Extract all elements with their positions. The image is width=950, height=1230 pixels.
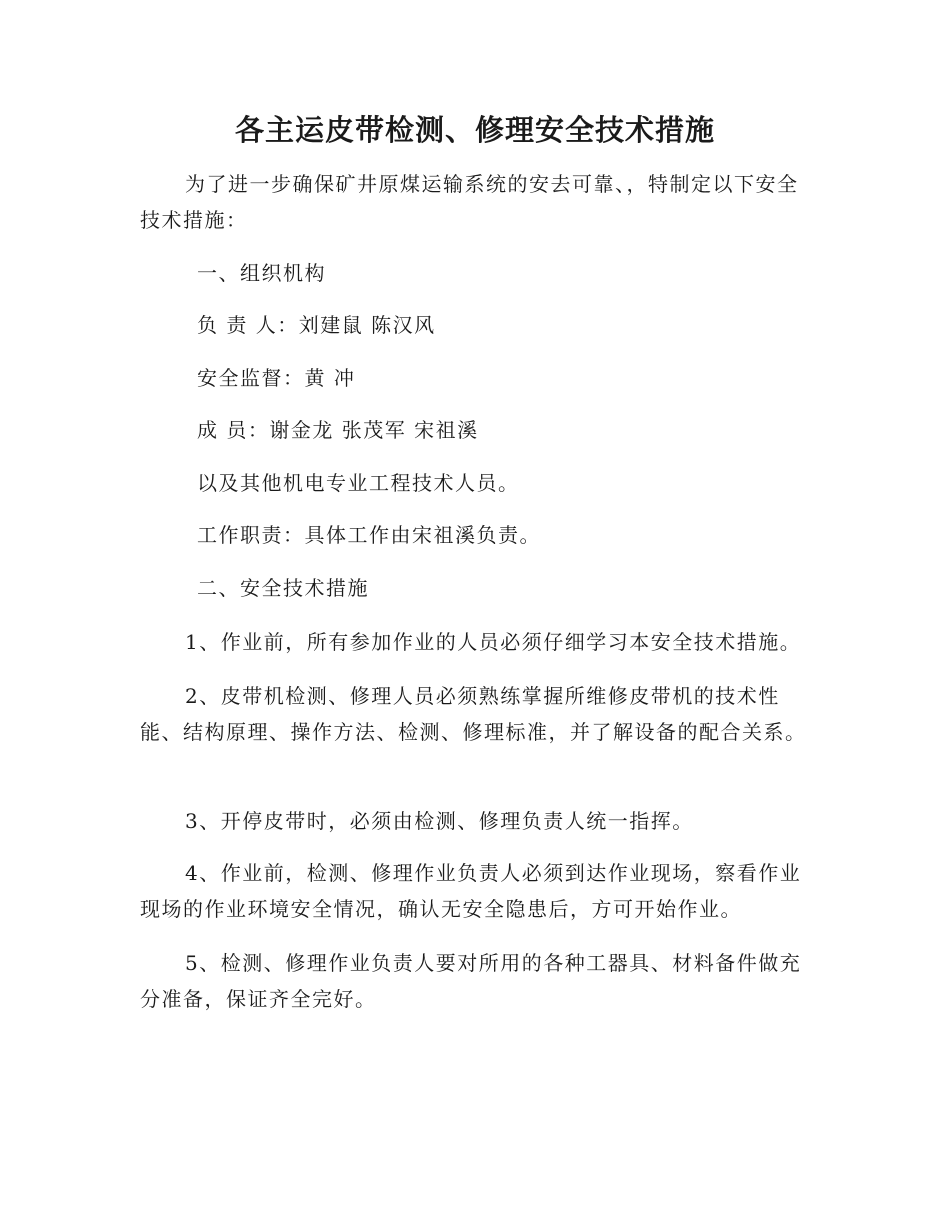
measure-item-3: 3、开停皮带时，必须由检测、修理负责人统一指挥。: [185, 809, 694, 833]
supervisor-line: 安全监督：黄 冲: [197, 366, 356, 390]
document-title: 各主运皮带检测、修理安全技术措施: [234, 113, 715, 147]
measure-item-2: 2、皮带机检测、修理人员必须熟练掌握所维修皮带机的技术性能、结构原理、操作方法、检测、修理标准，并了解设备的配合关系。: [140, 684, 807, 744]
leader-line: 负 责 人：刘建鼠 陈汉风: [197, 313, 436, 337]
measure-item-4: 4、作业前，检测、修理作业负责人必须到达作业现场，察看作业现场的作业环境安全情况，确认无安全隐患后，方可开始作业。: [140, 861, 802, 921]
measure-item-1: 1、作业前，所有参加作业的人员必须仔细学习本安全技术措施。: [185, 630, 802, 654]
members-line: 成 员：谢金龙 张茂军 宋祖溪: [197, 418, 479, 442]
duty-line: 工作职责：具体工作由宋祖溪负责。: [197, 523, 541, 547]
measure-item-5: 5、检测、修理作业负责人要对所用的各种工器具、材料备件做充分准备，保证齐全完好。: [140, 951, 802, 1011]
intro-paragraph: 为了进一步确保矿井原煤运输系统的安去可靠、，特制定以下安全技术措施：: [140, 172, 799, 232]
section2-heading: 二、安全技术措施: [197, 576, 369, 600]
section1-heading: 一、组织机构: [197, 261, 326, 285]
others-line: 以及其他机电专业工程技术人员。: [197, 471, 520, 495]
